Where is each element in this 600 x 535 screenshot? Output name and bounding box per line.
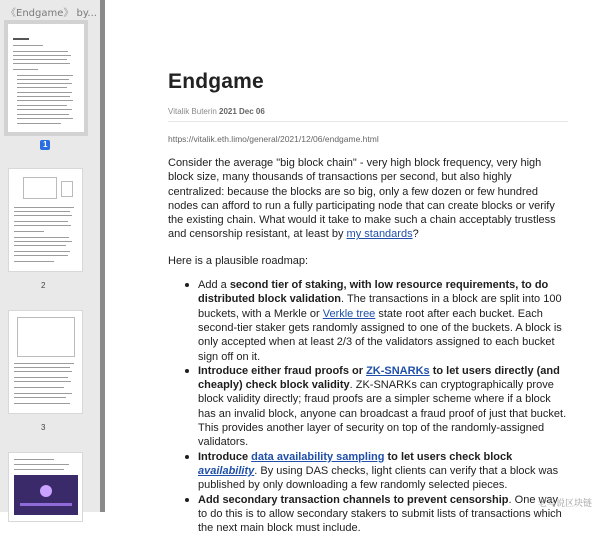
article-title: Endgame [168, 70, 264, 93]
page-thumbnail-4[interactable] [8, 452, 83, 522]
availability-link[interactable]: availability [198, 464, 255, 477]
list-item: Introduce data availability sampling to let users check block availability. By using DAS checks, light clients can verify that a block was published by only downloading a few randomly selected pieces. [198, 450, 568, 493]
roadmap-intro: Here is a plausible roadmap: [168, 254, 309, 267]
page-thumbnail-3[interactable] [8, 310, 83, 414]
page-number-2[interactable]: 2 [41, 281, 46, 290]
author: Vitalik Buterin [168, 107, 217, 116]
page-thumbnail-1[interactable] [4, 20, 88, 136]
document-title: 《Endgame》 by... [6, 8, 97, 19]
article-url: https://vitalik.eth.limo/general/2021/12/06/endgame.html [168, 134, 379, 144]
list-item: Add secondary transaction channels to prevent censorship. One way to do this is to allow secondary stakers to submit lists of transactions which the next main block must include. [198, 493, 568, 535]
my-standards-link[interactable]: my standards [346, 228, 413, 241]
zk-snarks-link[interactable]: ZK-SNARKs [366, 364, 430, 377]
thumbnail-page-content [9, 169, 82, 271]
watermark: 老鸟说区块链 [537, 499, 592, 509]
page-thumbnail-2[interactable] [8, 168, 83, 272]
list-item: Add a second tier of staking, with low resource requirements, to do distributed block validation. The transactions in a block are split into 100 buckets, with a Merkle or Verkle tree state root after each bucket. Each second-tier staker gets randomly assigned to one of the buckets. A block is only accepted when at least 2/3 of the validators assigned to each bucket sign off on it. [198, 278, 568, 364]
list-item: Introduce either fraud proofs or ZK-SNARKs to let users directly (and cheaply) check block validity. ZK-SNARKs can cryptographically prove block validity directly; fraud proofs are a simpler scheme where if a block has an invalid block, anyone can broadcast a fraud proof of just that bucket. This provides another layer of security on top of the randomly-assigned validators. [198, 364, 567, 449]
thumbnail-image [14, 475, 78, 515]
thumbnail-page-content [9, 311, 82, 413]
roadmap-list [168, 278, 568, 535]
intro-paragraph: Consider the average "big block chain" - very high block frequency, very high block size, many thousands of transactions per second, but also highly centralized: because the blocks are so big, only a few dozen or few hundred nodes can afford to run a fully participating node that can create blocks or verify the existing chain. What would it take to make such a chain acceptably trustless and censorship resistant, at least by my standards? [168, 157, 556, 241]
thumbnail-page-content [9, 453, 82, 521]
verkle-tree-link[interactable]: Verkle tree [322, 307, 376, 320]
page-number-3[interactable]: 3 [41, 423, 46, 432]
article-byline [168, 107, 568, 122]
data-availability-sampling-link[interactable]: data availability sampling [251, 450, 385, 463]
page-number-1[interactable]: 1 [40, 140, 50, 150]
thumbnail-sidebar [0, 0, 100, 512]
article-content [168, 70, 568, 535]
document-view [105, 0, 600, 535]
thumbnail-page-content [8, 24, 84, 132]
date: 2021 Dec 06 [219, 107, 265, 116]
